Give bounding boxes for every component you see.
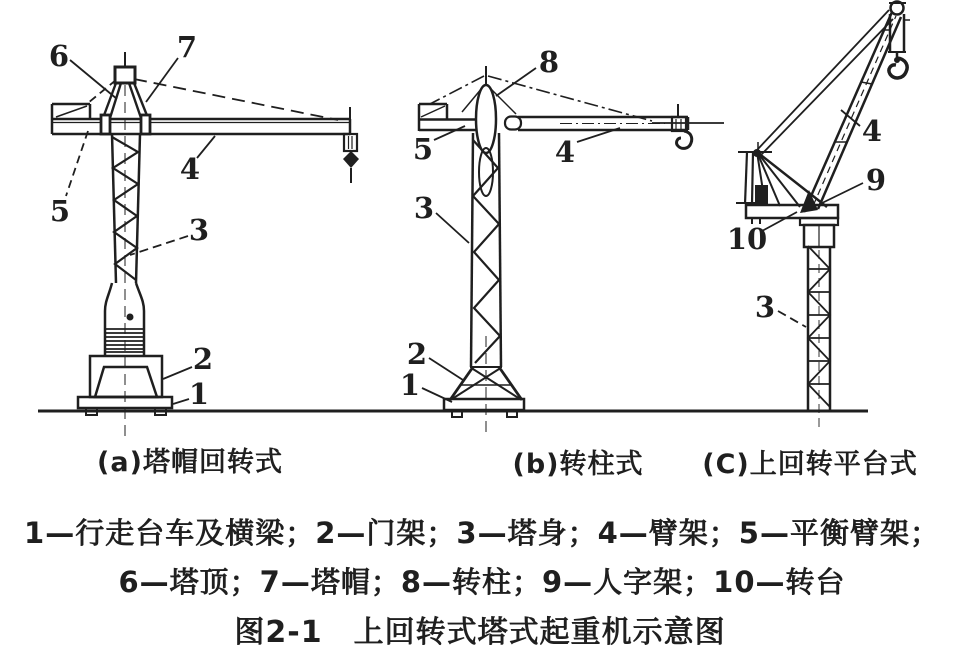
sub-caption-b: (b)转柱式: [512, 449, 644, 480]
crane-b-part-label-1: 1: [399, 368, 421, 402]
crane-c-part-label-3: 3: [754, 290, 776, 324]
crane-b-part-label-8: 8: [538, 45, 560, 79]
crane-a-part-label-5: 5: [49, 194, 71, 228]
legend-line-2: 6—塔顶；7—塔帽；8—转柱；9—人字架；10—转台: [118, 565, 846, 599]
crane-b-diagram: [400, 45, 724, 434]
crane-a-tower: [112, 134, 140, 283]
crane-b-base: [444, 399, 524, 417]
crane-c-hook: [889, 52, 907, 78]
sub-caption-c: (C)上回转平台式: [702, 449, 918, 480]
crane-a-part-label-6: 6: [48, 39, 70, 73]
crane-b-part-label-2: 2: [406, 337, 428, 371]
crane-c-part-label-4: 4: [861, 114, 883, 148]
crane-b-part-label-4: 4: [554, 135, 576, 169]
crane-a-part-label-2: 2: [192, 342, 214, 376]
crane-c-diagram: [727, 2, 910, 431]
crane-a-gantry: [90, 356, 162, 397]
crane-a-part-label-1: 1: [188, 377, 210, 411]
figure-title: 图2-1 上回转式塔式起重机示意图: [234, 615, 726, 650]
crane-b-tower: [471, 133, 501, 367]
crane-c-part-label-10: 10: [726, 222, 768, 256]
crane-b-counter-jib: [419, 104, 478, 131]
crane-a-part-label-4: 4: [179, 152, 201, 186]
legend-line-1: 1—行走台车及横梁；2—门架；3—塔身；4—臂架；5—平衡臂架；: [24, 516, 940, 550]
crane-b-jib: [505, 117, 724, 131]
crane-a-part-label-3: 3: [188, 213, 210, 247]
crane-a-part-label-7: 7: [176, 30, 198, 64]
crane-c-a-frame: [736, 142, 827, 207]
crane-b-part-label-3: 3: [413, 191, 435, 225]
crane-a-jib: [52, 104, 350, 134]
crane-a-diagram: [49, 30, 359, 437]
crane-b-part-label-5: 5: [412, 132, 434, 166]
sub-caption-a: (a)塔帽回转式: [97, 447, 283, 478]
crane-c-part-label-9: 9: [865, 163, 887, 197]
